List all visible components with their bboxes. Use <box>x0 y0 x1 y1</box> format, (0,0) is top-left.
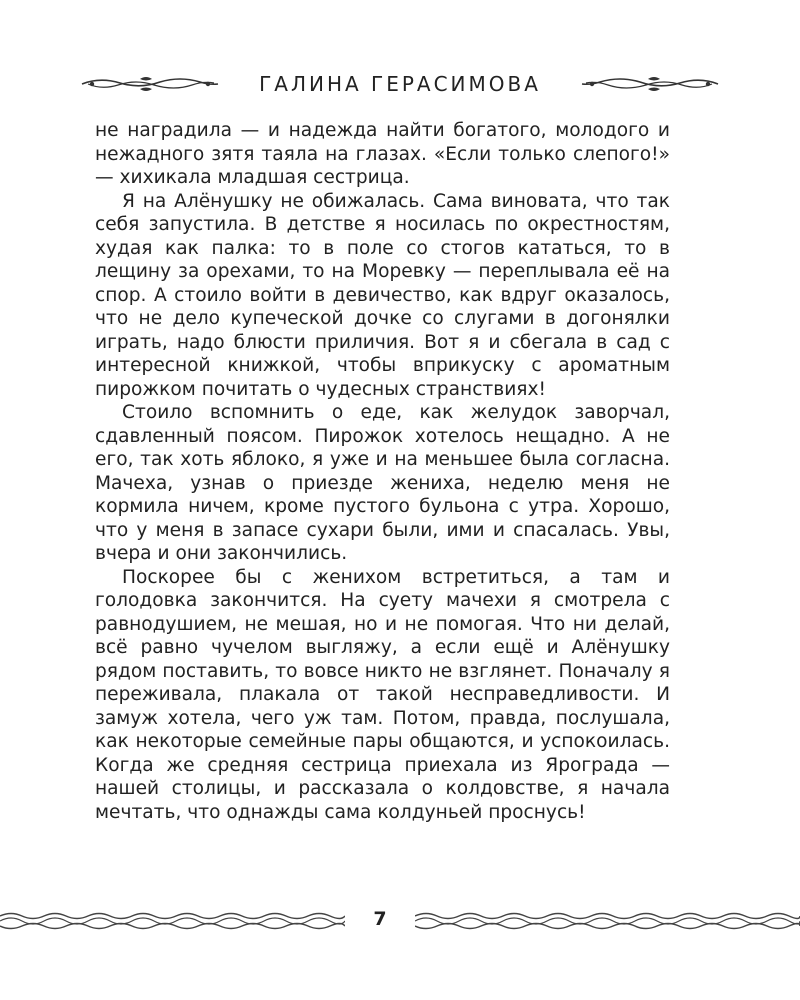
paragraph-2: Я на Алёнушку не обижалась. Сама виновата, что так себя запустила. В детстве я носилась по окрестностям, худая как палка: то в поле со стогов кататься, то в лещину за орехами, то на Моревку — переплывала её на спор. А стоило войти в девичество, как вдруг оказалось, что не дело купеческой дочке со слугами в догонялки играть, надо блюсти приличия. Вот я и сбегала в сад с интересной книжкой, чтобы вприкуску с ароматным пирожком почитать о чудесных странствиях! <box>95 190 670 400</box>
left-border-ornament-icon <box>0 912 345 930</box>
right-border-ornament-icon <box>415 912 800 930</box>
paragraph-1: не наградила — и надежда найти богатого, молодого и нежадного зятя таяла на глазах. «Если только слепого!» — хихикала младшая сестрица. <box>95 120 670 188</box>
right-ornament-icon <box>580 73 720 95</box>
paragraph-4: Поскорее бы с женихом встретиться, а там и голодовка закончится. На суету мачехи я смотрела с равнодушием, не мешая, но и не помогая. Что ни делай, всё равно чучелом выгляжу, а если ещё и Алёнушку рядом поставить, то вовсе никто не взглянет. Поначалу я переживала, плакала от такой несправедливости. И замуж хотела, чего уж там. Потом, правда, послушала, как некоторые семейные пары общаются, и успокоилась. Когда же средняя сестрица приехала из Ярограда — нашей столицы, и рассказала о колдовстве, я начала мечтать, что однажды сама колдуньей проснусь! <box>95 566 670 823</box>
page-footer <box>0 906 800 936</box>
body-text <box>95 119 670 824</box>
author-name: ГАЛИНА ГЕРАСИМОВА <box>259 72 541 96</box>
paragraph-3: Стоило вспомнить о еде, как желудок заворчал, сдавленный поясом. Пирожок хотелось нещадно. А не его, так хоть яблоко, я уже и на меньшее была согласна. Мачеха, узнав о приезде жениха, неделю меня не кормила ничем, кроме пустого бульона с утра. Хорошо, что у меня в запасе сухари были, ими и спасалась. Увы, вчера и они закончились. <box>95 402 670 564</box>
running-head <box>80 70 720 100</box>
page-number: 7 <box>373 908 387 930</box>
